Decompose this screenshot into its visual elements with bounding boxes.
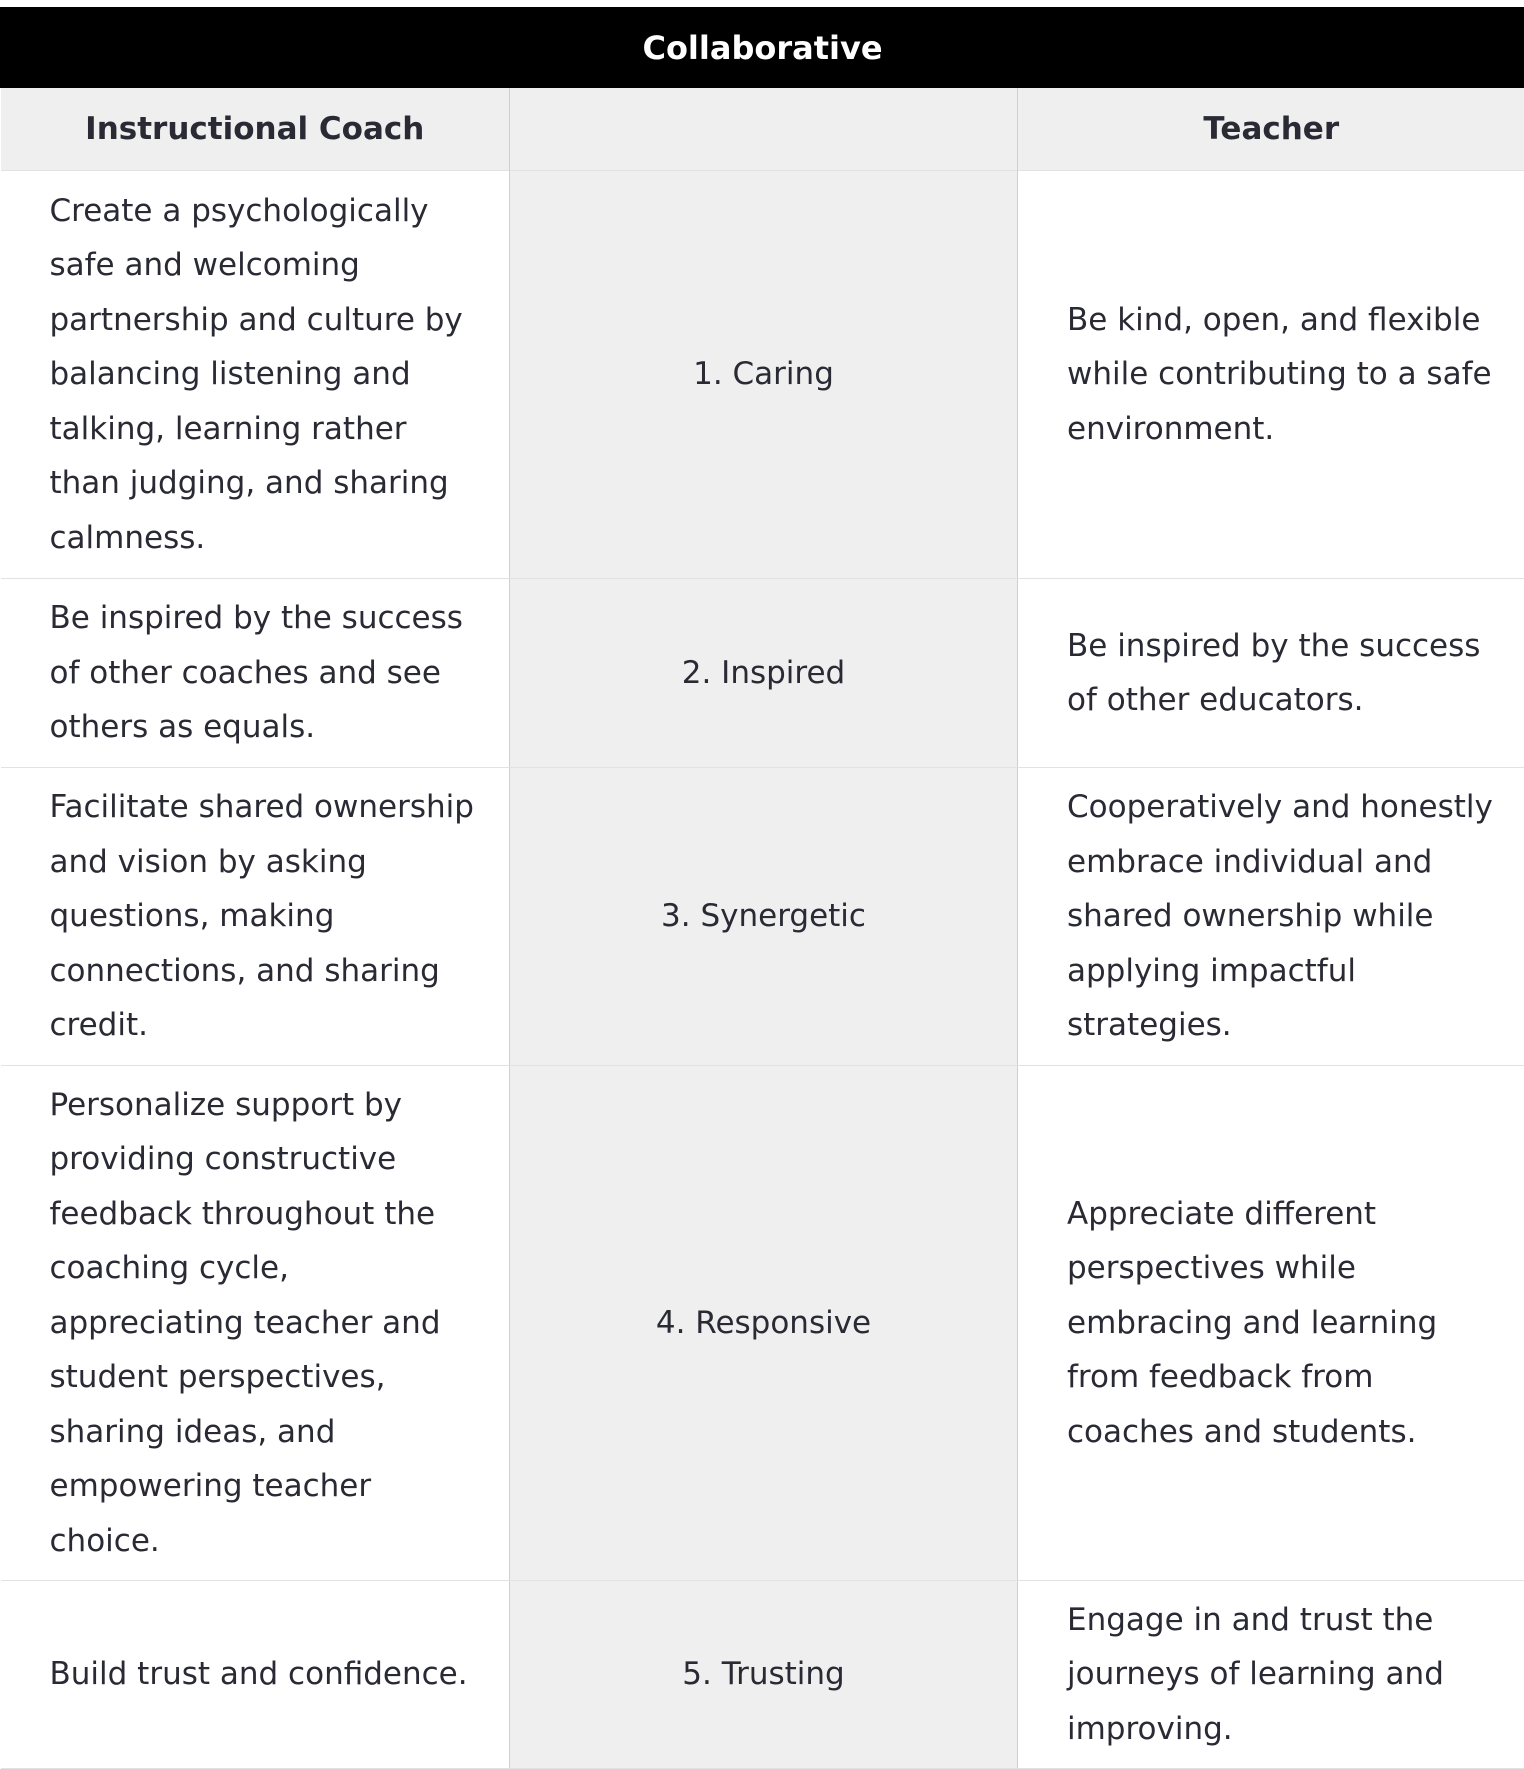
principle-cell: 3. Synergetic	[510, 768, 1018, 1066]
table-title-row	[1, 8, 1524, 88]
collaborative-table-container	[0, 7, 1524, 1769]
principle-cell: 5. Trusting	[510, 1581, 1018, 1769]
principle-cell: 2. Inspired	[510, 579, 1018, 768]
table-row-responsive	[1, 1066, 1524, 1581]
coach-cell: Facilitate shared ownership and vision by asking questions, making connections, and sharing credit.	[1, 768, 510, 1066]
teacher-cell: Cooperatively and honestly embrace individual and shared ownership while applying impactful strategies.	[1018, 768, 1524, 1066]
table-row-synergetic	[1, 768, 1524, 1066]
principle-cell: 1. Caring	[510, 171, 1018, 579]
table-row-caring	[1, 171, 1524, 579]
collaborative-table	[0, 7, 1524, 1769]
column-header-teacher: Teacher	[1018, 88, 1524, 171]
column-header-coach: Instructional Coach	[1, 88, 510, 171]
teacher-cell: Appreciate different perspectives while embracing and learning from feedback from coaches and students.	[1018, 1066, 1524, 1581]
teacher-cell: Engage in and trust the journeys of learning and improving.	[1018, 1581, 1524, 1769]
coach-cell: Personalize support by providing constructive feedback throughout the coaching cycle, appreciating teacher and student perspectives, sharing ideas, and empowering teacher choice.	[1, 1066, 510, 1581]
teacher-cell: Be kind, open, and flexible while contributing to a safe environment.	[1018, 171, 1524, 579]
column-header-middle	[510, 88, 1018, 171]
teacher-cell: Be inspired by the success of other educators.	[1018, 579, 1524, 768]
coach-cell: Build trust and confidence.	[1, 1581, 510, 1769]
principle-cell: 4. Responsive	[510, 1066, 1018, 1581]
table-row-trusting	[1, 1581, 1524, 1769]
table-header-row	[1, 88, 1524, 171]
table-row-inspired	[1, 579, 1524, 768]
coach-cell: Create a psychologically safe and welcoming partnership and culture by balancing listening and talking, learning rather than judging, and sharing calmness.	[1, 171, 510, 579]
coach-cell: Be inspired by the success of other coaches and see others as equals.	[1, 579, 510, 768]
table-title: Collaborative	[1, 8, 1524, 88]
